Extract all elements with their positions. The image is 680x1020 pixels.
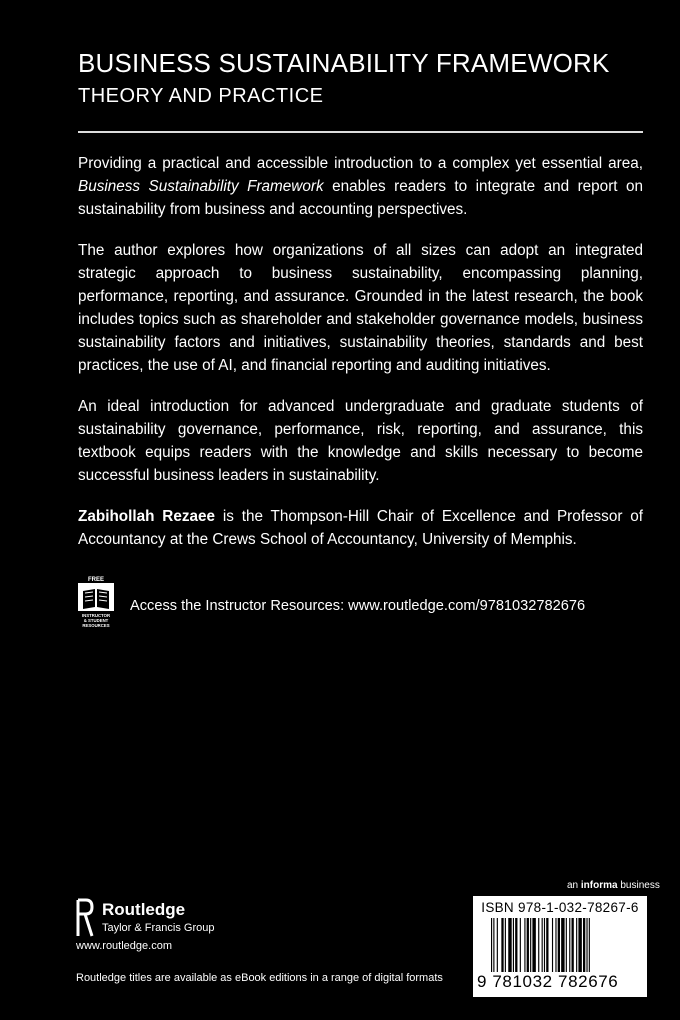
svg-text:INSTRUCTOR: INSTRUCTOR xyxy=(81,613,111,618)
title-divider xyxy=(78,131,643,133)
isbn-digits: 9 781032 782676 xyxy=(477,972,619,991)
author-bio: Zabihollah Rezaee is the Thompson-Hill Chair of Excellence and Professor of Accountancy at the Crews School of Accountancy, University of Memphis. xyxy=(78,508,644,548)
ebook-note: Routledge titles are available as eBook editions in a range of digital formats xyxy=(76,972,443,984)
instructor-resources xyxy=(76,574,646,634)
svg-text:FREE: FREE xyxy=(87,577,105,583)
blurb-paragraph-3: An ideal introduction for advanced undergraduate and graduate students of sustainability governance, performance, risk, reporting, and assurance, this textbook equips readers with the knowledge and skills necessary to become successful business leaders in sustainability. xyxy=(78,398,643,484)
book-title-italic: Business Sustainability Framework xyxy=(78,178,324,195)
svg-text:RESOURCES: RESOURCES xyxy=(82,623,110,628)
publisher-logo xyxy=(76,898,226,938)
publisher-group: Taylor & Francis Group xyxy=(102,922,215,934)
svg-text:& STUDENT: & STUDENT xyxy=(83,618,109,623)
barcode xyxy=(491,918,641,972)
blurb-paragraph-1: Providing a practical and accessible introduction to a complex yet essential area, Business Sustainability Framework enables readers to integrate and report on sustainability from business and accounting perspectives. xyxy=(78,155,644,218)
author-name: Zabihollah Rezaee xyxy=(78,508,216,525)
routledge-r-icon xyxy=(76,898,94,938)
publisher-url[interactable]: www.routledge.com xyxy=(76,940,172,952)
resources-book-icon xyxy=(76,574,116,630)
isbn-barcode-box xyxy=(473,896,647,997)
informa-tagline: an informa business xyxy=(567,880,660,891)
blurb xyxy=(78,152,643,569)
book-title: BUSINESS SUSTAINABILITY FRAMEWORK xyxy=(78,48,610,78)
resources-link[interactable]: Access the Instructor Resources: www.routledge.com/9781032782676 xyxy=(130,598,586,614)
blurb-paragraph-2: The author explores how organizations of all sizes can adopt an integrated strategic approach to business sustainability, encompassing planning, performance, reporting, and assurance. Grounded in the latest research, the book includes topics such as shareholder and stakeholder governance models, business sustainability factors and initiatives, sustainability theories, standards and best practices, the use of AI, and financial reporting and auditing initiatives. xyxy=(78,242,643,374)
publisher-name: Routledge xyxy=(102,900,186,919)
isbn-label: ISBN 978-1-032-78267-6 xyxy=(481,900,639,915)
book-subtitle: THEORY AND PRACTICE xyxy=(78,85,324,107)
